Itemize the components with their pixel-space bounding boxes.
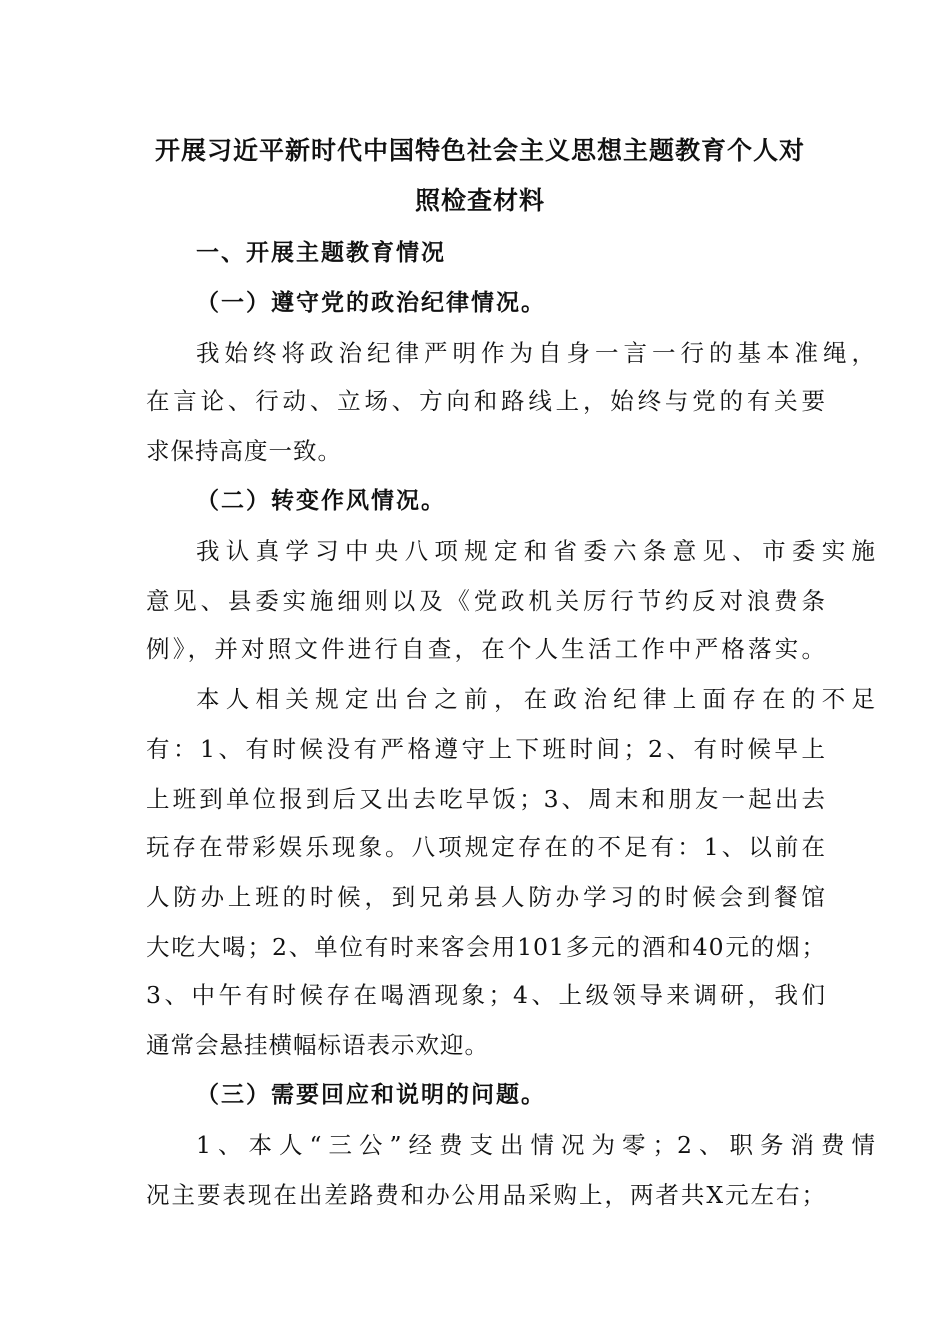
paragraph-line: 玩存在带彩娱乐现象。八项规定存在的不足有：1、以前在	[146, 833, 826, 861]
paragraph-line: 例》，并对照文件进行自查，在个人生活工作中严格落实。	[146, 635, 826, 663]
paragraph-line: 求保持高度一致。	[146, 437, 342, 465]
paragraph-line: 况主要表现在出差路费和办公用品采购上，两者共X元左右；	[146, 1181, 826, 1209]
document-title-line-2: 照检查材料	[414, 186, 545, 215]
subsection-2-heading: （二）转变作风情况。	[196, 488, 446, 514]
document-title-line-1: 开展习近平新时代中国特色社会主义思想主题教育个人对	[154, 136, 805, 165]
paragraph-line: 大吃大喝；2、单位有时来客会用101多元的酒和40元的烟；	[146, 933, 826, 961]
paragraph-line: 有：1、有时候没有严格遵守上下班时间；2、有时候早上	[146, 735, 826, 763]
paragraph-line: 意见、县委实施细则以及《党政机关厉行节约反对浪费条	[146, 587, 826, 615]
section-1-heading: 一、开展主题教育情况	[196, 240, 446, 266]
paragraph-line: 通常会悬挂横幅标语表示欢迎。	[146, 1031, 489, 1059]
paragraph-line: 上班到单位报到后又出去吃早饭；3、周末和朋友一起出去	[146, 785, 826, 813]
subsection-3-heading: （三）需要回应和说明的问题。	[196, 1082, 546, 1108]
paragraph-line: 在言论、行动、立场、方向和路线上，始终与党的有关要	[146, 387, 826, 415]
paragraph-line: 3、中午有时候存在喝酒现象；4、上级领导来调研，我们	[146, 981, 826, 1009]
paragraph-line: 我认真学习中央八项规定和省委六条意见、市委实施	[196, 537, 876, 565]
paragraph-line: 1、本人“三公”经费支出情况为零；2、职务消费情	[196, 1131, 876, 1159]
paragraph-line: 我始终将政治纪律严明作为自身一言一行的基本准绳，	[196, 339, 876, 367]
paragraph-line: 本人相关规定出台之前，在政治纪律上面存在的不足	[196, 685, 876, 713]
subsection-1-heading: （一）遵守党的政治纪律情况。	[196, 290, 546, 316]
paragraph-line: 人防办上班的时候，到兄弟县人防办学习的时候会到餐馆	[146, 883, 826, 911]
